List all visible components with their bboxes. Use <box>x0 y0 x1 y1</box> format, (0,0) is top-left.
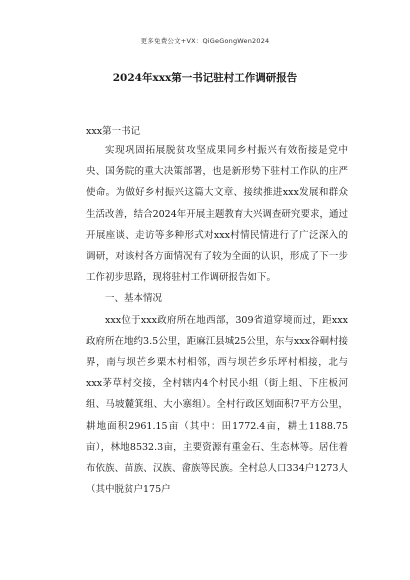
section-paragraph: xxx位于xxx政府所在地西部，309省道穿境而过，距xxx政府所在地约3.5公里，距麻江县城25公里，东与xxx谷硐村接界，南与坝芒乡栗木村相邻，西与坝芒乡乐坪村相接，北与xxx茅草村交接，全村辖内4个村民小组（街上组、下庄板河组、马坡麓箕组、大小寨组）。全村行政区划面积7平方公里，耕地面积2961.15亩（其中：田1772.4亩，耕土1188.75亩），林地8532.3亩，主要资源有重金石、生态林等。居住着布依族、苗族、汉族、畲族等民族。全村总人口334户1273人（其中脱贫户175户 <box>86 314 348 496</box>
section-heading: 一、基本情况 <box>105 293 163 305</box>
intro-paragraph: 实现巩固拓展脱贫攻坚成果同乡村振兴有效衔接是党中央、国务院的重大决策部署，也是新形势下驻村工作队的庄严使命。为做好乡村振兴这篇大文章、接续推进xxx发展和群众生活改善，结合2024年开展主题教育大兴调查研究要求，通过开展座谈、走访等多种形式对xxx村情民情进行了广泛深入的调研，对该村各方面情况有了较为全面的认识，形成了下一步工作初步思路，现将驻村工作调研报告如下。 <box>86 145 348 284</box>
header-note: 更多免费公文+VX：QiGeGongWen2024 <box>140 37 270 45</box>
document-title: 2024年xxx第一书记驻村工作调研报告 <box>112 72 298 84</box>
author-line: xxx第一书记 <box>86 126 141 137</box>
document-body <box>86 140 348 500</box>
